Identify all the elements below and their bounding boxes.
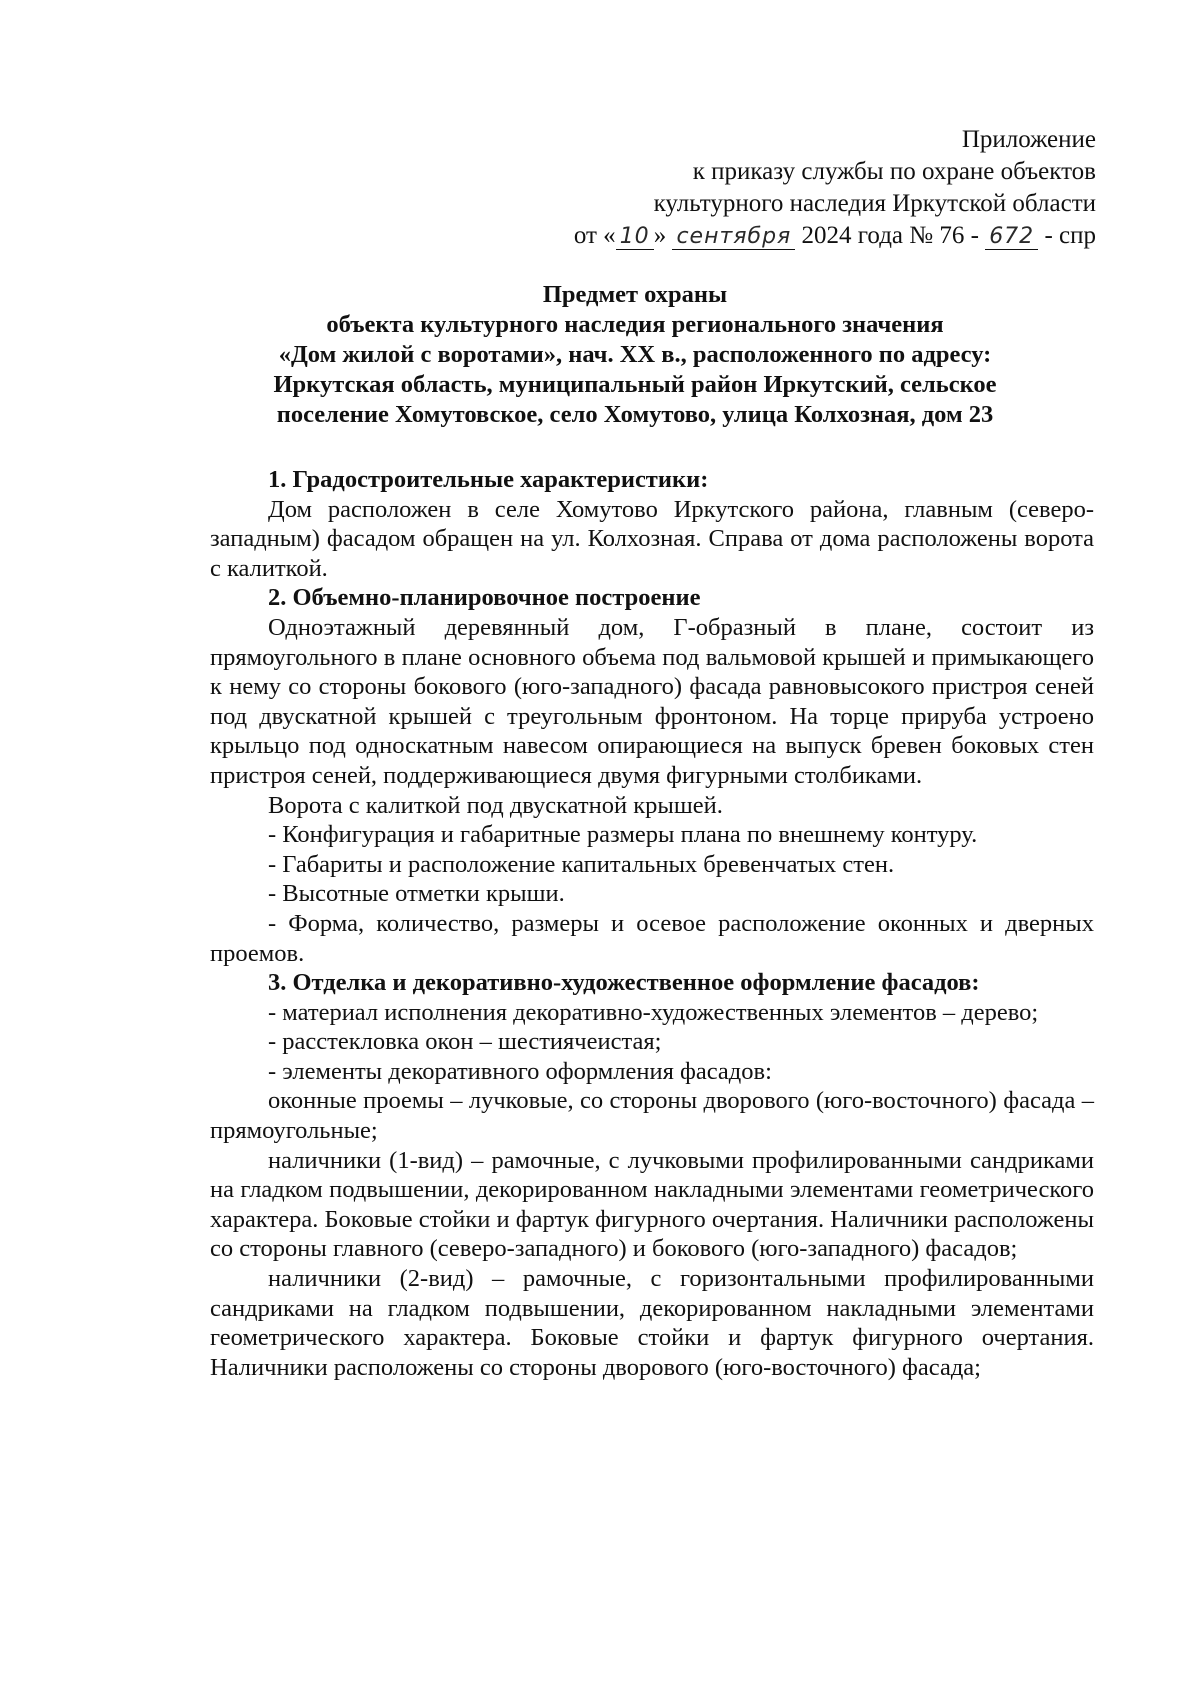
title-line-4: Иркутская область, муниципальный район Иркутский, сельское xyxy=(273,371,997,398)
section-3-item-4: оконные проемы – лучковые, со стороны дворового (юго-восточного) фасада – прямоугольные; xyxy=(210,1087,1094,1145)
document-title xyxy=(220,280,1050,430)
appendix-label: Приложение xyxy=(961,126,1096,153)
handwritten-order-number: 672 xyxy=(985,225,1038,250)
date-quote-close: » xyxy=(653,222,667,249)
section-1-paragraph: Дом расположен в селе Хомутово Иркутского района, главным (северо-западным) фасадом обращен на ул. Колхозная. Справа от дома расположены ворота с калиткой. xyxy=(210,495,1094,582)
section-2-paragraph-1: Одноэтажный деревянный дом, Г-образный в плане, состоит из прямоугольного в плане основного объема под вальмовой крышей и примыкающего к нему со стороны бокового (юго-западного) фасада равновысокого пристроя сеней под двускатной крышей с треугольным фронтоном. На торце прируба устроено крыльцо под односкатным навесом опирающиеся на выпуск бревен боковых стен пристроя сеней, поддерживающиеся двумя фигурными столбиками. xyxy=(210,613,1094,789)
section-2-item-3: - Высотные отметки крыши. xyxy=(268,880,565,908)
title-line-2: объекта культурного наследия регионального значения xyxy=(326,311,944,338)
section-3-item-2: - расстекловка окон – шестиячеистая; xyxy=(268,1028,662,1056)
order-date-line xyxy=(574,220,1096,252)
section-3-item-5: наличники (1-вид) – рамочные, с лучковыми профилированными сандриками на гладком подвышении, декорированном накладными элементами геометрического характера. Боковые стойки и фартук фигурного очертания. Наличники расположены со стороны главного (северо-западного) и бокового (юго-западного) фасадов; xyxy=(210,1146,1094,1263)
title-line-5: поселение Хомутовское, село Хомутово, улица Колхозная, дом 23 xyxy=(276,401,994,428)
section-1-heading: 1. Градостроительные характеристики: xyxy=(268,466,709,493)
section-2-heading: 2. Объемно-планировочное построение xyxy=(268,584,701,612)
title-line-3: «Дом жилой с воротами», нач. XX в., расположенного по адресу: xyxy=(278,341,992,368)
section-2-item-4: - Форма, количество, размеры и осевое расположение оконных и дверных проемов. xyxy=(210,909,1094,967)
authority-line: культурного наследия Иркутской области xyxy=(653,190,1096,217)
section-2-paragraph-2: Ворота с калиткой под двускатной крышей. xyxy=(268,791,723,819)
title-line-1: Предмет охраны xyxy=(542,281,728,308)
section-3-heading: 3. Отделка и декоративно-художественное оформление фасадов: xyxy=(268,969,980,997)
section-2-item-1: - Конфигурация и габаритные размеры плана по внешнему контуру. xyxy=(268,821,978,849)
handwritten-month: сентября xyxy=(672,225,795,250)
order-suffix: - спр xyxy=(1044,222,1096,249)
section-2-item-2: - Габариты и расположение капитальных бревенчатых стен. xyxy=(268,850,895,878)
section-3-item-6: наличники (2-вид) – рамочные, с горизонтальными профилированными сандриками на гладком подвышении, декорированном накладными элементами геометрического характера. Боковые стойки и фартук фигурного очертания. Наличники расположены со стороны дворового (юго-восточного) фасада; xyxy=(210,1265,1094,1381)
appendix-header xyxy=(574,124,1096,252)
year-and-number-prefix: 2024 года № 76 - xyxy=(801,222,979,249)
date-prefix: от « xyxy=(573,222,616,249)
section-3-item-1: - материал исполнения декоративно-художественных элементов – дерево; xyxy=(268,998,1039,1026)
order-reference-line: к приказу службы по охране объектов xyxy=(692,158,1096,185)
document-body xyxy=(210,465,1094,1382)
handwritten-day: 10 xyxy=(616,225,654,250)
section-3-item-3: - элементы декоративного оформления фасадов: xyxy=(268,1057,772,1085)
